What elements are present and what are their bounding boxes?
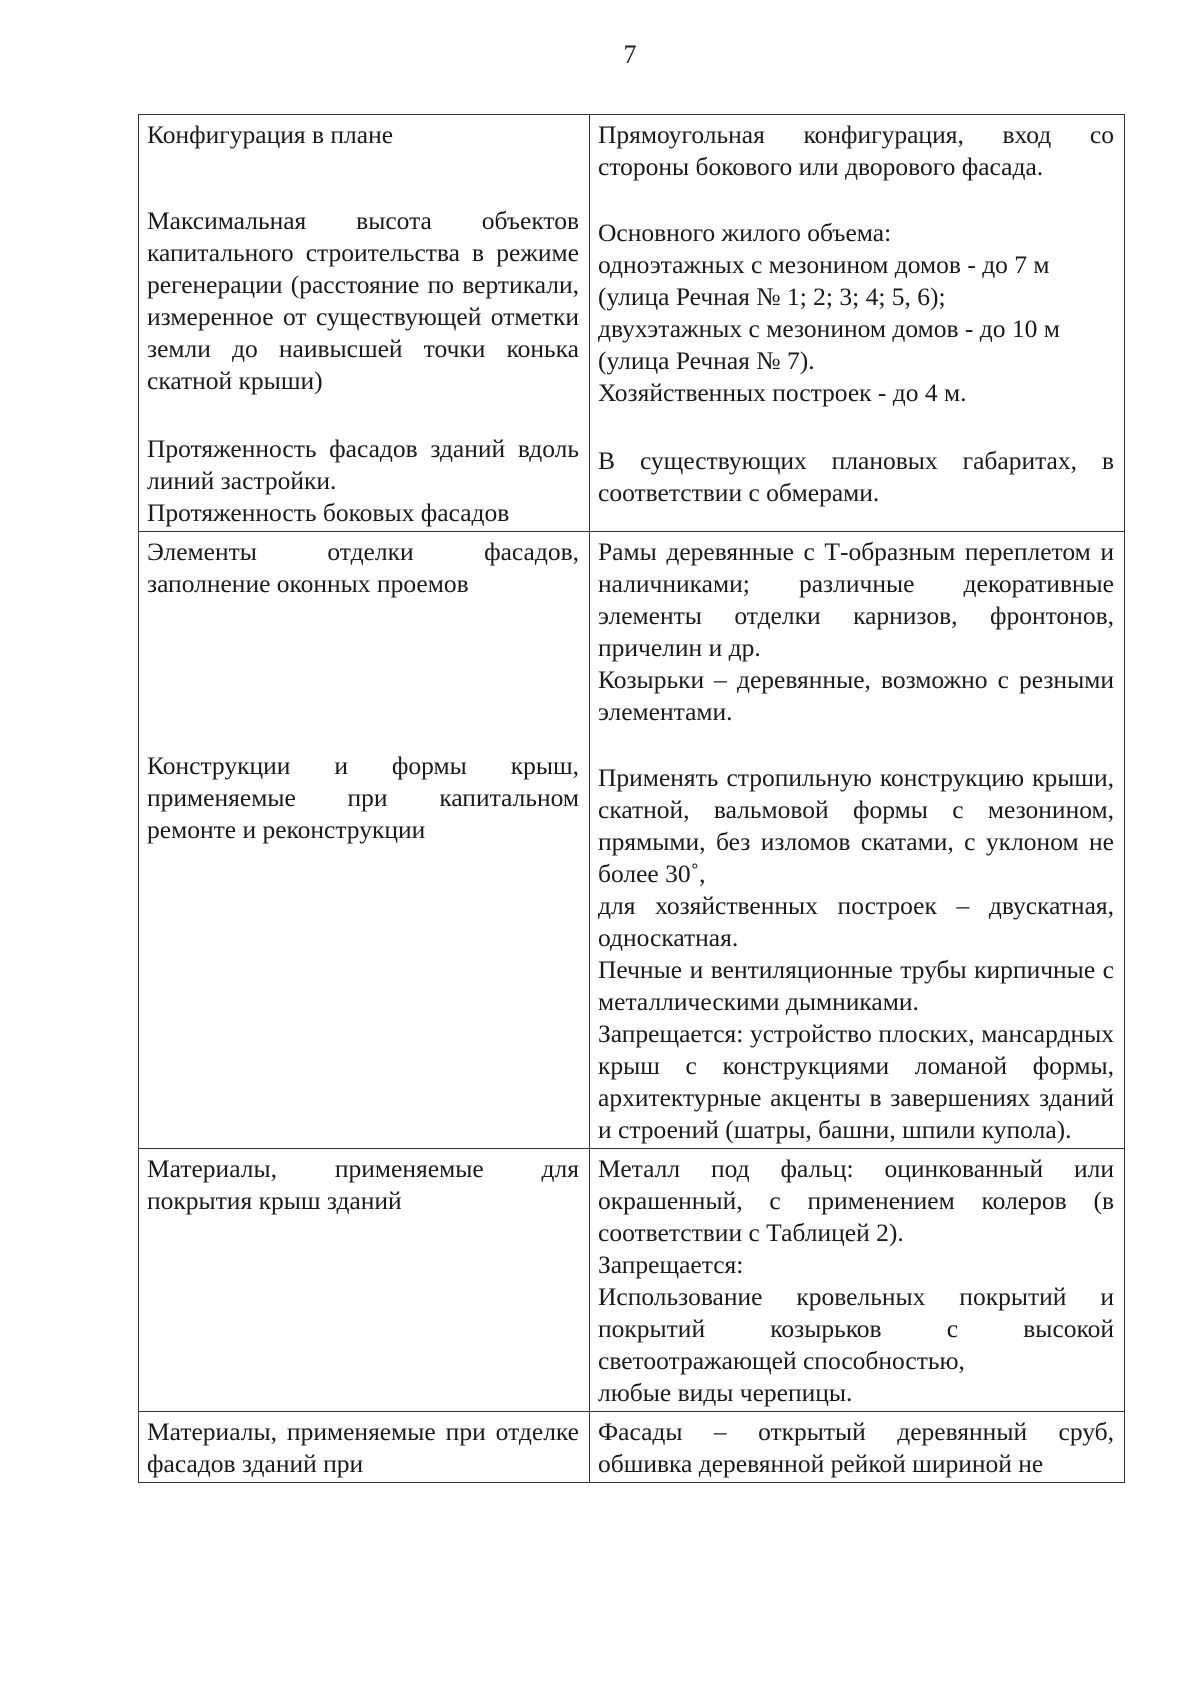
cell-text: Запрещается: устройство плоских, мансардных крыш с конструкциями ломаной формы, архитектурные акценты в завершениях зданий и строений (шатры, башни, шпили купола). [598, 1019, 1114, 1144]
table-cell-left [139, 1412, 590, 1483]
table-cell-right [590, 1412, 1125, 1483]
cell-text: Элементы отделки фасадов, заполнение оконных проемов [147, 537, 579, 598]
cell-text: Запрещается: [598, 1250, 744, 1279]
table-cell-left [139, 532, 590, 1149]
cell-text: одноэтажных с мезонином домов - до 7 м [598, 250, 1050, 279]
cell-text: любые виды черепицы. [598, 1378, 853, 1407]
cell-text: Конструкции и формы крыш, применяемые при капитальном ремонте и реконструкции [147, 751, 579, 844]
page-number: 7 [623, 40, 637, 69]
cell-text: для хозяйственных построек – двускатная, односкатная. [598, 891, 1114, 952]
table-row [139, 1149, 1125, 1412]
cell-text: Протяженность боковых фасадов [147, 498, 510, 527]
cell-text: Рамы деревянные с Т-образным переплетом и наличниками; различные декоративные элементы отделки карнизов, фронтонов, причелин и др. [598, 537, 1114, 662]
cell-text: Материалы, применяемые при отделке фасадов зданий при [147, 1417, 579, 1478]
cell-text: Максимальная высота объектов капитального строительства в режиме регенерации (расстояние по вертикали, измеренное от существующей отметки земли до наивысшей точки конька скатной крыши) [147, 206, 579, 395]
table-row [139, 115, 1125, 532]
cell-text: (улица Речная № 1; 2; 3; 4; 5, 6); [598, 282, 946, 311]
cell-text: Хозяйственных построек - до 4 м. [598, 378, 967, 407]
table-cell-right [590, 1149, 1125, 1412]
cell-text: Конфигурация в плане [147, 120, 394, 149]
table-cell-right [590, 532, 1125, 1149]
cell-text: Основного жилого объема: [598, 218, 892, 247]
cell-text: Печные и вентиляционные трубы кирпичные с металлическими дымниками. [598, 955, 1114, 1016]
cell-text: Материалы, применяемые для покрытия крыш зданий [147, 1154, 579, 1215]
table-cell-left [139, 115, 590, 532]
table-cell-right [590, 115, 1125, 532]
regulations-table [138, 114, 1125, 1483]
cell-text: Прямоугольная конфигурация, вход со стороны бокового или дворового фасада. [598, 120, 1114, 181]
cell-text: Козырьки – деревянные, возможно с резными элементами. [598, 665, 1114, 726]
cell-text: В существующих плановых габаритах, в соответствии с обмерами. [598, 446, 1114, 507]
cell-text: Металл под фальц: оцинкованный или окрашенный, с применением колеров (в соответствии с Таблицей 2). [598, 1154, 1114, 1247]
table-row [139, 532, 1125, 1149]
cell-text: (улица Речная № 7). [598, 346, 815, 375]
table-cell-left [139, 1149, 590, 1412]
cell-text: Протяженность фасадов зданий вдоль линий застройки. [147, 434, 579, 495]
cell-text: Фасады – открытый деревянный сруб, обшивка деревянной рейкой шириной не [598, 1417, 1114, 1478]
cell-text: Использование кровельных покрытий и покрытий козырьков с высокой светоотражающей способностью, [598, 1282, 1114, 1375]
cell-text: двухэтажных с мезонином домов - до 10 м [598, 314, 1060, 343]
cell-text: Применять стропильную конструкцию крыши, скатной, вальмовой формы с мезонином, прямыми, без изломов скатами, с уклоном не более 30˚, [598, 763, 1114, 888]
table-row [139, 1412, 1125, 1483]
